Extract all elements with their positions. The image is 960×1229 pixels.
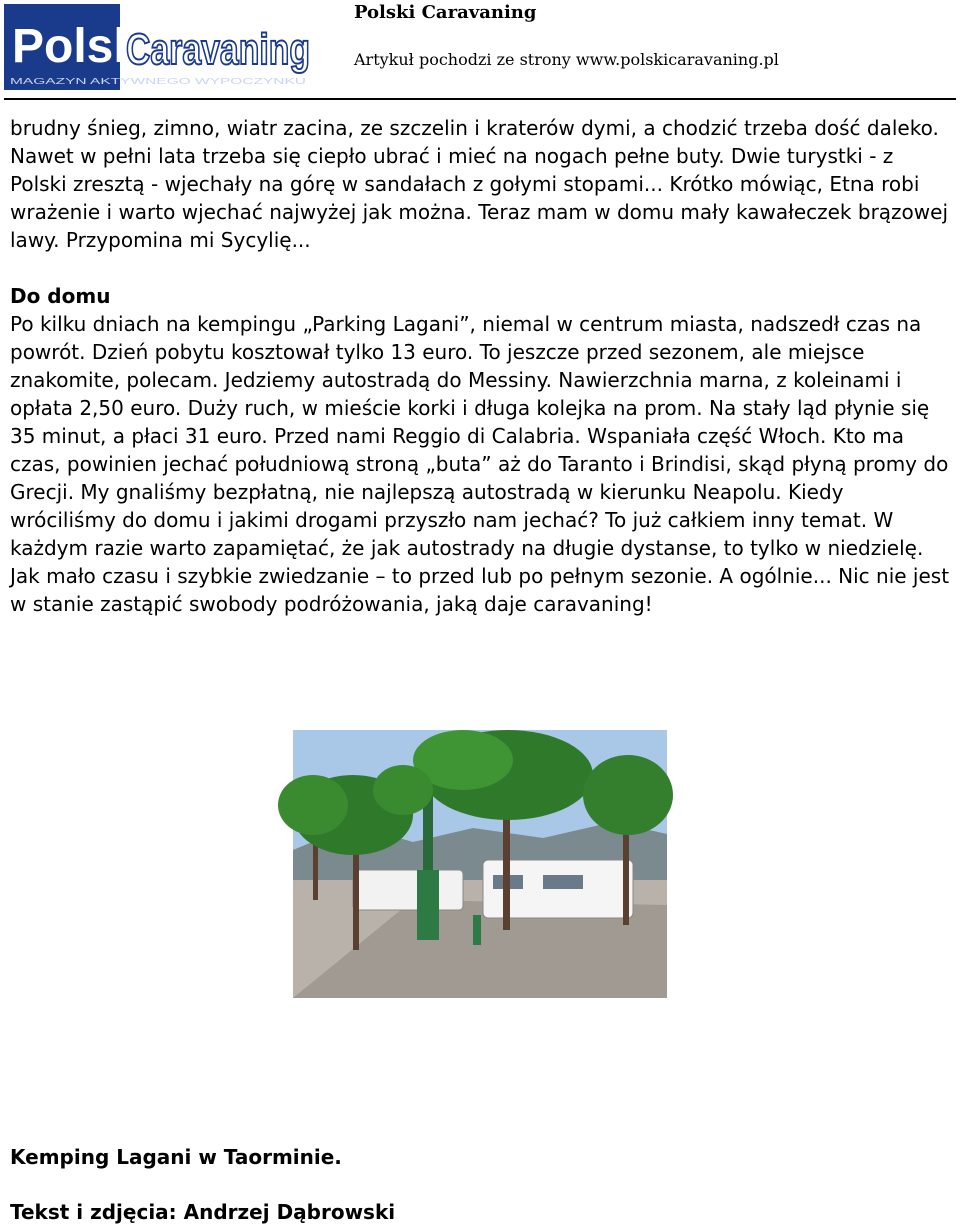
polski-caravaning-logo (4, 4, 314, 90)
source-line: Artykuł pochodzi ze strony www.polskicaravaning.pl (354, 50, 779, 69)
campsite-photo (293, 730, 667, 998)
logo-tagline: MAGAZYN AKTYWNEGO WYPOCZYNKU (10, 77, 307, 86)
article-body (10, 114, 955, 618)
site-name: Polski Caravaning (354, 2, 537, 23)
author-credits: Tekst i zdjęcia: Andrzej Dąbrowski (10, 1200, 396, 1224)
article-paragraph-1: brudny śnieg, zimno, wiatr zacina, ze szczelin i kraterów dymi, a chodzić trzeba dość daleko. Nawet w pełni lata trzeba się ciepło ubrać i mieć na nogach pełne buty. Dwie turystki - z Polski zresztą - wjechały na górę w sandałach z gołymi stopami... Krótko mówiąc, Etna robi wrażenie i warto wjechać najwyżej jak można. Teraz mam w domu mały kawałeczek brązowej lawy. Przypomina mi Sycylię... (10, 116, 948, 252)
logo-text-primary: Polski (12, 20, 154, 73)
photo-caption: Kemping Lagani w Taorminie. (10, 1145, 342, 1169)
header-divider (4, 98, 956, 100)
article-paragraph-2: Po kilku dniach na kempingu „Parking Lagani”, niemal w centrum miasta, nadszedł czas na powrót. Dzień pobytu kosztował tylko 13 euro. To jeszcze przed sezonem, ale miejsce znakomite, polecam. Jedziemy autostradą do Messiny. Nawierzchnia marna, z koleinami i opłata 2,50 euro. Duży ruch, w mieście korki i długa kolejka na prom. Na stały ląd płynie się 35 minut, a płaci 31 euro. Przed nami Reggio di Calabria. Wspaniała część Włoch. Kto ma czas, powinien jechać południową stroną „buta” aż do Taranto i Brindisi, skąd płyną promy do Grecji. My gnaliśmy bezpłatną, nie najlepszą autostradą w kierunku Neapolu. Kiedy wróciliśmy do domu i jakimi drogami przyszło nam jechać? To już całkiem inny temat. W każdym razie warto zapamiętać, że jak autostrady na długie dystanse, to tylko w niedzielę. Jak mało czasu i szybkie zwiedzanie – to przed lub po pełnym sezonie. A ogólnie... Nic nie jest w stanie zastąpić swobody podróżowania, jaką daje caravaning! (10, 312, 950, 616)
page-header (0, 0, 960, 102)
logo-text-secondary: Caravaning (126, 25, 310, 74)
section-heading: Do domu (10, 284, 111, 308)
